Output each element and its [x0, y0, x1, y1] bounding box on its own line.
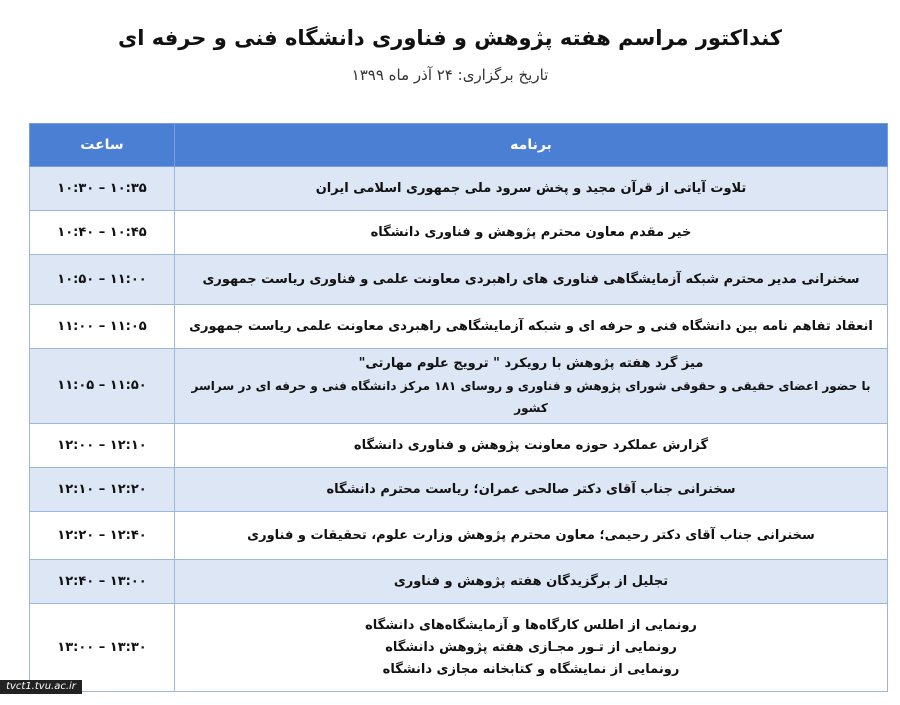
- program-line: انعقاد تفاهم نامه بین دانشگاه فنی و حرفه ای و شبکه آزمایشگاهی راهبردی معاونت علمی ریاست جمهوری: [189, 318, 873, 334]
- program-cell: [175, 604, 888, 692]
- program-cell: [175, 349, 888, 424]
- program-line: سخنرانی مدیر محترم شبکه آزمایشگاهی فناوری های راهبردی معاونت علمی و فناوری ریاست جمهوری: [202, 271, 860, 287]
- time-cell: ۱۲:۰۰ – ۱۲:۱۰: [30, 424, 175, 468]
- program-cell: [175, 255, 888, 305]
- program-cell: [175, 305, 888, 349]
- table-row: [30, 468, 888, 512]
- table-row: [30, 211, 888, 255]
- table-row: [30, 512, 888, 560]
- time-cell: ۱۲:۲۰ – ۱۲:۴۰: [30, 512, 175, 560]
- table-header-row: [30, 124, 888, 167]
- table-row: [30, 604, 888, 692]
- program-cell: [175, 167, 888, 211]
- program-cell: [175, 468, 888, 512]
- time-cell: ۱۱:۰۵ – ۱۱:۵۰: [30, 349, 175, 424]
- time-cell: ۱۱:۰۰ – ۱۱:۰۵: [30, 305, 175, 349]
- program-line: رونمایی از اطلس کارگاه‌ها و آزمایشگاه‌های دانشگاه: [365, 617, 697, 633]
- program-line: با حضور اعضای حقیقی و حقوقی شورای پژوهش و فناوری و روسای ۱۸۱ مرکز دانشگاه فنی و حرفه ای در سراسر کشور: [191, 379, 871, 415]
- program-line: رونمایی از تـور مجـازی هفته پژوهش دانشگاه: [385, 639, 677, 655]
- program-line: تلاوت آیاتی از قرآن مجید و پخش سرود ملی جمهوری اسلامی ایران: [315, 180, 747, 196]
- program-cell: [175, 560, 888, 604]
- time-cell: ۱۲:۱۰ – ۱۲:۲۰: [30, 468, 175, 512]
- column-header-time: ساعت: [30, 124, 175, 167]
- column-header-program: برنامه: [175, 124, 888, 167]
- schedule-table: [29, 123, 888, 692]
- program-line: میز گرد هفته پژوهش با رویکرد " ترویج علوم مهارتی": [358, 356, 704, 371]
- program-line: گزارش عملکرد حوزه معاونت پژوهش و فناوری دانشگاه: [353, 437, 709, 453]
- event-date: تاریخ برگزاری: ۲۴ آذر ماه ۱۳۹۹: [351, 66, 549, 84]
- program-cell: [175, 211, 888, 255]
- program-line: رونمایی از نمایشگاه و کتابخانه مجازی دانشگاه: [382, 661, 680, 677]
- table-row: [30, 167, 888, 211]
- page-title: کنداکتور مراسم هفته پژوهش و فناوری دانشگاه فنی و حرفه ای: [117, 26, 782, 50]
- time-cell: ۱۰:۵۰ – ۱۱:۰۰: [30, 255, 175, 305]
- site-watermark: tvct1.tvu.ac.ir: [0, 680, 82, 694]
- time-cell: ۱۳:۰۰ – ۱۳:۳۰: [30, 604, 175, 692]
- program-line: خیر مقدم معاون محترم پژوهش و فناوری دانشگاه: [370, 224, 692, 240]
- program-cell: [175, 512, 888, 560]
- table-row: [30, 560, 888, 604]
- table-row: [30, 255, 888, 305]
- program-cell: [175, 424, 888, 468]
- program-line: سخنرانی جناب آقای دکتر صالحی عمران؛ ریاست محترم دانشگاه: [326, 481, 736, 497]
- table-row: [30, 305, 888, 349]
- program-line: سخنرانی جناب آقای دکتر رحیمی؛ معاون محترم پژوهش وزارت علوم، تحقیقات و فناوری: [247, 527, 815, 543]
- time-cell: ۱۰:۴۰ – ۱۰:۴۵: [30, 211, 175, 255]
- program-line: تجلیل از برگزیدگان هفته پژوهش و فناوری: [393, 573, 669, 589]
- time-cell: ۱۰:۳۰ – ۱۰:۳۵: [30, 167, 175, 211]
- table-row: [30, 424, 888, 468]
- time-cell: ۱۲:۴۰ – ۱۳:۰۰: [30, 560, 175, 604]
- table-row: [30, 349, 888, 424]
